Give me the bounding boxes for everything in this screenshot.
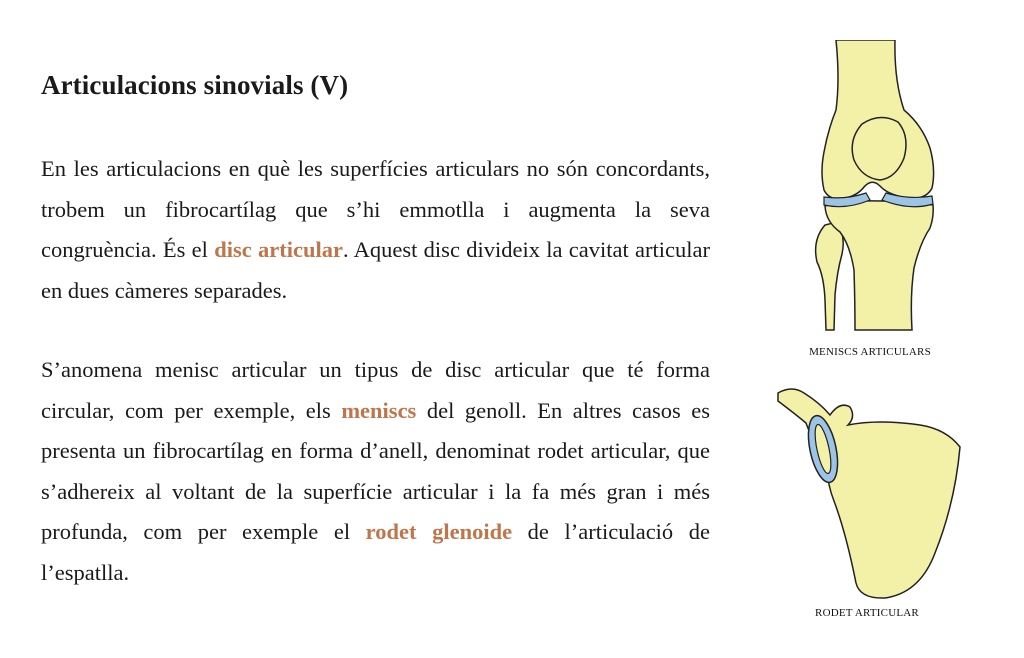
knee-meniscus-illustration — [800, 40, 950, 332]
page-title: Articulacions sinovials (V) — [41, 70, 349, 100]
knee-figure-caption: MENISCS ARTICULARS — [809, 346, 931, 358]
paragraph1-text-before: En les articulacions en què les superfícies articulars no són concordants, trobem un fibrocartílag que s’hi emmotlla i augmenta la seva congruència. És el — [41, 156, 710, 262]
tibia-bone — [825, 201, 933, 330]
paragraph2-text-part2: del genoll. En altres casos es presenta un fibrocartílag en forma d’anell, denominat rodet articular, que s’adhereix al voltant de la superfície articular i la fa més gran i més profunda, com per exemple el — [41, 397, 710, 544]
term-meniscs: meniscs — [341, 397, 417, 423]
paragraph1-text-after: . Aquest disc divideix la cavitat articular en dues càmeres separades. — [41, 237, 710, 303]
shoulder-labrum-illustration — [770, 383, 965, 605]
scapula-bone — [778, 389, 960, 598]
paragraph2-text-part1: S’anomena menisc articular un tipus de disc articular que té forma circular, com per exemple, els — [41, 357, 710, 423]
term-disc-articular: disc articular — [214, 237, 343, 262]
fibula-bone — [816, 222, 844, 330]
paragraph-menisc-rodet — [41, 350, 710, 593]
term-rodet-glenoide: rodet glenoide — [365, 519, 513, 544]
paragraph-disc-articular — [41, 149, 710, 311]
shoulder-figure-caption: RODET ARTICULAR — [815, 607, 919, 619]
paragraph2-text-part3: de l’articulació de l’espatlla. — [41, 519, 710, 585]
